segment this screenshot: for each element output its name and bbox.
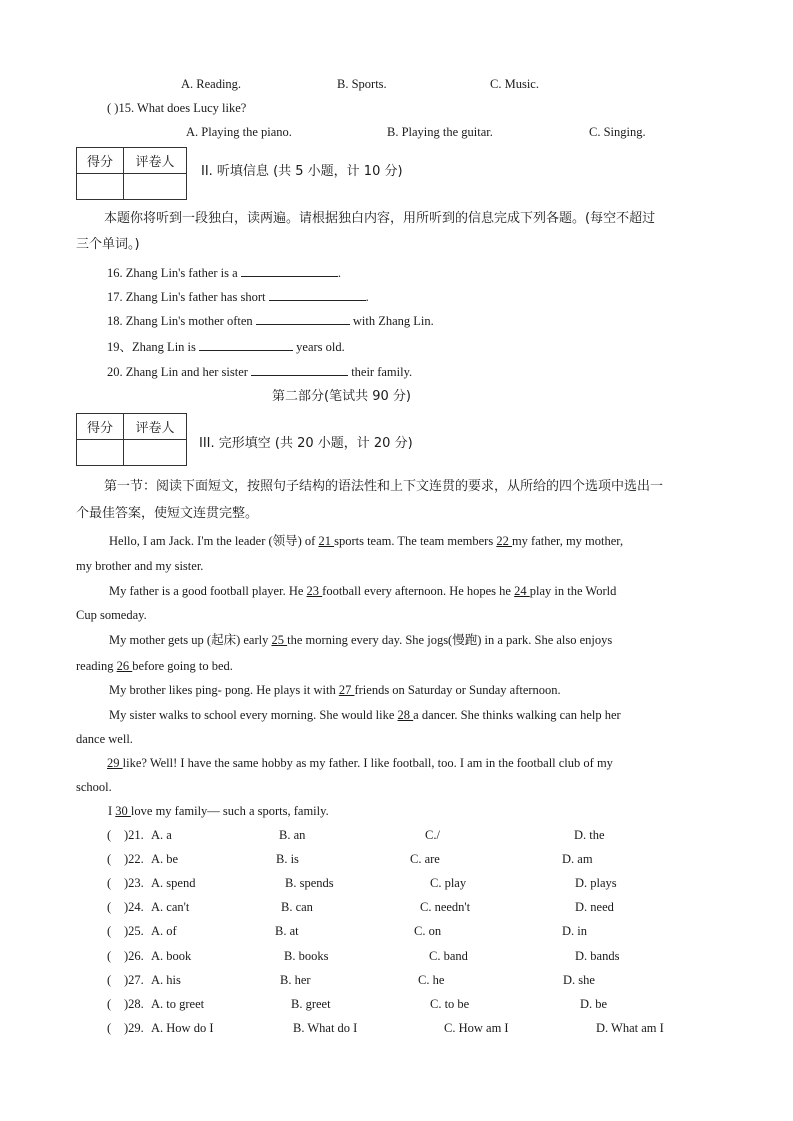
- q15-option-a: A. Playing the piano.: [186, 125, 292, 139]
- q14-option-c: C. Music.: [490, 77, 539, 91]
- answer-paren[interactable]: (: [107, 876, 112, 890]
- answer-paren[interactable]: (: [107, 949, 112, 963]
- option-d[interactable]: D. plays: [575, 876, 617, 890]
- option-a[interactable]: A. his: [151, 973, 181, 987]
- q15-stem: [107, 100, 246, 116]
- question-number: )22.: [124, 852, 144, 866]
- option-d[interactable]: D. bands: [575, 949, 620, 963]
- option-c[interactable]: C. band: [429, 949, 468, 963]
- part-2-title: 第二部分(笔试共 90 分): [272, 389, 411, 404]
- q14-option-a: A. Reading.: [181, 77, 242, 91]
- answer-paren[interactable]: (: [107, 852, 112, 866]
- section-2-instruction-cont: 三个单词。): [76, 237, 140, 252]
- question-number: )23.: [124, 876, 144, 890]
- score-cell[interactable]: [77, 174, 124, 200]
- option-c[interactable]: C. he: [418, 973, 445, 987]
- question-number: )27.: [124, 973, 144, 987]
- question-number: )26.: [124, 949, 144, 963]
- option-a[interactable]: A. to greet: [151, 997, 205, 1011]
- option-b[interactable]: B. an: [279, 828, 306, 842]
- blank-23[interactable]: 23: [306, 584, 323, 598]
- question-number: )24.: [124, 900, 144, 914]
- option-d[interactable]: D. need: [575, 900, 614, 914]
- score-box: [76, 147, 187, 200]
- answer-paren[interactable]: (: [107, 900, 112, 914]
- option-d[interactable]: D. am: [562, 852, 593, 866]
- option-c[interactable]: C. are: [410, 852, 440, 866]
- option-a[interactable]: A. be: [151, 852, 179, 866]
- answer-blank[interactable]: [251, 363, 348, 376]
- option-a[interactable]: A. book: [151, 949, 192, 963]
- section-3-instruction: 第一节：阅读下面短文，按照句子结构的语法性和上下文连贯的要求，从所给的四个选项中选出一: [104, 479, 664, 494]
- answer-blank[interactable]: [241, 264, 338, 277]
- score-box: [76, 413, 187, 466]
- passage-line: My mother gets up (起床) early 25 the morning every day. She jogs(慢跑) in a park. She also enjoys: [109, 633, 613, 647]
- fill-item-19: 19、Zhang Lin is years old.: [107, 340, 345, 354]
- passage-line: Hello, I am Jack. I'm the leader (领导) of 21 sports team. The team members 22 my father, my mother,: [109, 534, 624, 548]
- section-3-title: III. 完形填空 (共 20 小题，计 20 分): [199, 436, 413, 451]
- answer-blank[interactable]: [269, 288, 366, 301]
- question-number: )25.: [124, 924, 144, 938]
- option-b[interactable]: B. spends: [285, 876, 334, 890]
- option-c[interactable]: C./: [425, 828, 440, 842]
- blank-27[interactable]: 27: [338, 683, 355, 697]
- passage-line: my brother and my sister.: [76, 559, 204, 573]
- q14-option-b: B. Sports.: [337, 77, 387, 91]
- option-c[interactable]: C. on: [414, 924, 442, 938]
- passage-line: My brother likes ping- pong. He plays it with 27 friends on Saturday or Sunday afternoon.: [109, 683, 561, 697]
- answer-paren[interactable]: (: [107, 973, 112, 987]
- passage-line: I 30 love my family— such a sports, family.: [108, 804, 329, 818]
- blank-22[interactable]: 22: [496, 534, 512, 548]
- option-a[interactable]: A. spend: [151, 876, 196, 890]
- question-number: )29.: [124, 1021, 144, 1035]
- grader-cell[interactable]: [124, 174, 187, 200]
- blank-30[interactable]: 30: [115, 804, 131, 818]
- score-label: 得分: [77, 148, 124, 174]
- answer-paren[interactable]: (: [107, 1021, 112, 1035]
- passage-line: school.: [76, 780, 112, 794]
- fill-item-20: 20. Zhang Lin and her sister their family.: [107, 365, 413, 379]
- option-a[interactable]: A. a: [151, 828, 172, 842]
- option-c[interactable]: C. How am I: [444, 1021, 509, 1035]
- section-2-instruction: 本题你将听到一段独白，读两遍。请根据独白内容，用所听到的信息完成下列各题。(每空不超过: [104, 211, 656, 226]
- grader-cell[interactable]: [124, 440, 187, 466]
- blank-24[interactable]: 24: [514, 584, 530, 598]
- section-3-instruction-cont: 个最佳答案，使短文连贯完整。: [76, 506, 259, 521]
- blank-26[interactable]: 26: [116, 659, 133, 673]
- grader-label: 评卷人: [124, 148, 187, 174]
- fill-item-17: 17. Zhang Lin's father has short .: [107, 290, 369, 304]
- passage-line: Cup someday.: [76, 608, 147, 622]
- option-d[interactable]: D. What am I: [596, 1021, 664, 1035]
- option-a[interactable]: A. of: [151, 924, 177, 938]
- option-d[interactable]: D. be: [580, 997, 608, 1011]
- grader-label: 评卷人: [124, 414, 187, 440]
- fill-item-18: 18. Zhang Lin's mother often with Zhang Lin.: [107, 314, 434, 328]
- question-number: )21.: [124, 828, 144, 842]
- q15-option-c: C. Singing.: [589, 125, 646, 139]
- passage-line: 29 like? Well! I have the same hobby as my father. I like football, too. I am in the football club of my: [107, 756, 613, 770]
- blank-29[interactable]: 29: [107, 756, 123, 770]
- option-c[interactable]: C. to be: [430, 997, 470, 1011]
- option-a[interactable]: A. can't: [151, 900, 190, 914]
- passage-line: My father is a good football player. He 23 football every afternoon. He hopes he 24 play in the World: [109, 584, 617, 598]
- answer-paren[interactable]: (: [107, 924, 112, 938]
- option-d[interactable]: D. in: [562, 924, 587, 938]
- answer-blank[interactable]: [199, 338, 293, 351]
- option-b[interactable]: B. What do I: [293, 1021, 358, 1035]
- option-a[interactable]: A. How do I: [151, 1021, 214, 1035]
- option-c[interactable]: C. play: [430, 876, 467, 890]
- option-b[interactable]: B. is: [276, 852, 299, 866]
- option-b[interactable]: B. at: [275, 924, 299, 938]
- passage-line: My sister walks to school every morning. She would like 28 a dancer. She thinks walking can help her: [109, 708, 621, 722]
- option-c[interactable]: C. needn't: [420, 900, 471, 914]
- answer-paren[interactable]: (: [107, 997, 112, 1011]
- option-b[interactable]: B. greet: [291, 997, 331, 1011]
- section-2-title: II. 听填信息 (共 5 小题，计 10 分): [201, 164, 403, 179]
- question-text: 15. What does Lucy like?: [118, 101, 247, 115]
- option-b[interactable]: B. her: [280, 973, 311, 987]
- answer-paren[interactable]: (: [107, 828, 112, 842]
- answer-blank[interactable]: [256, 312, 350, 325]
- blank-21[interactable]: 21: [318, 534, 335, 548]
- q15-option-b: B. Playing the guitar.: [387, 125, 493, 139]
- passage-line: reading 26 before going to bed.: [76, 659, 233, 673]
- answer-paren[interactable]: ( ): [107, 101, 119, 115]
- fill-item-16: 16. Zhang Lin's father is a .: [107, 266, 341, 280]
- blank-28[interactable]: 28: [397, 708, 414, 722]
- score-label: 得分: [77, 414, 124, 440]
- option-b[interactable]: B. books: [284, 949, 329, 963]
- option-b[interactable]: B. can: [281, 900, 313, 914]
- score-cell[interactable]: [77, 440, 124, 466]
- blank-25[interactable]: 25: [271, 633, 288, 647]
- question-number: )28.: [124, 997, 144, 1011]
- option-d[interactable]: D. the: [574, 828, 605, 842]
- passage-line: dance well.: [76, 732, 133, 746]
- option-d[interactable]: D. she: [563, 973, 595, 987]
